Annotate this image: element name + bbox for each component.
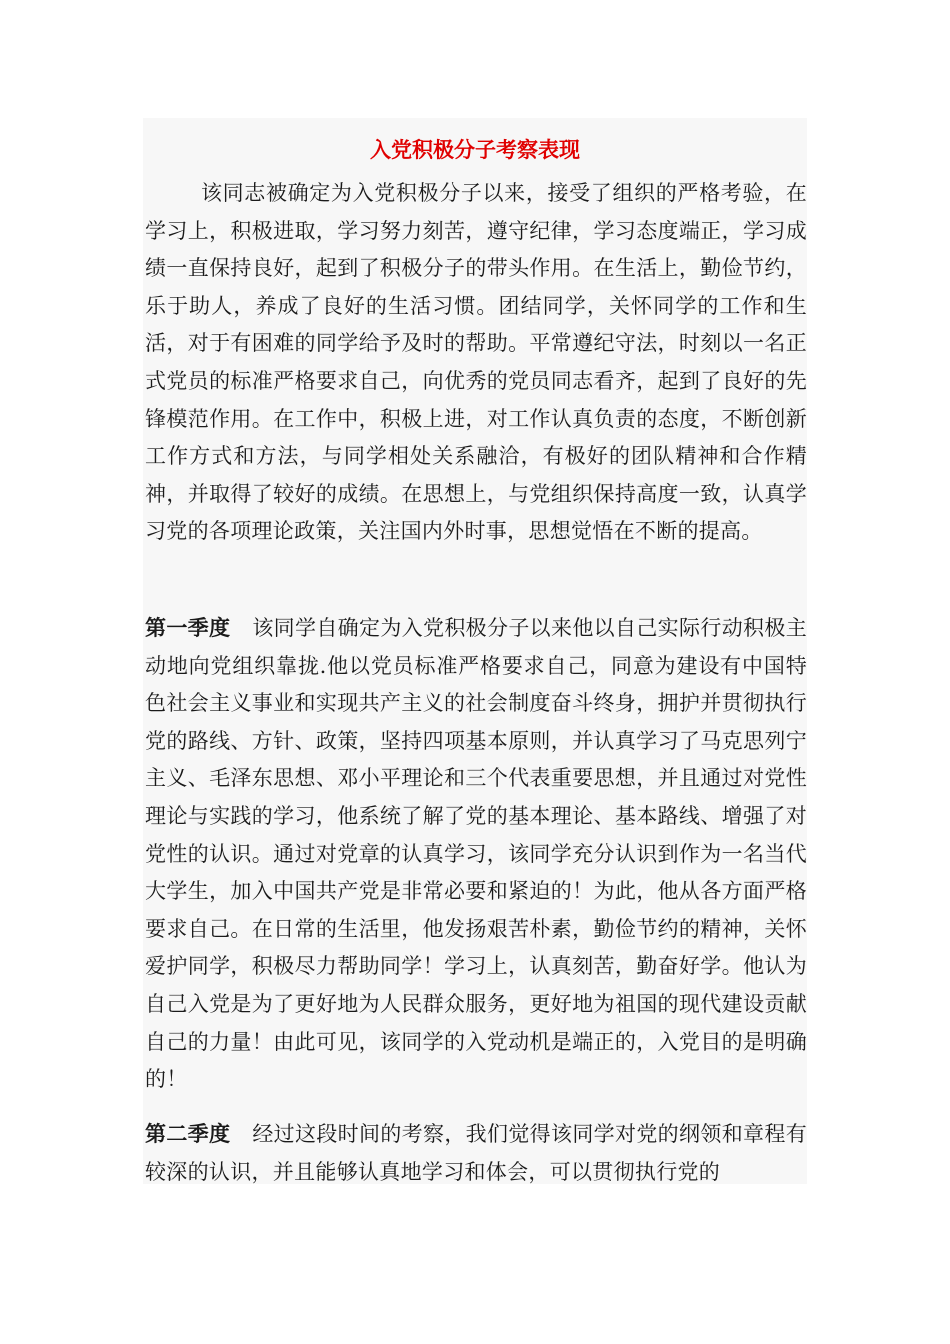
section-q2-label: 第二季度 bbox=[145, 1121, 231, 1146]
section-q2-text: 经过这段时间的考察，我们觉得该同学对党的纲领和章程有较深的认识，并且能够认真地学习和体会，可以贯彻执行党的 bbox=[145, 1122, 807, 1184]
intro-paragraph: 该同志被确定为入党积极分子以来，接受了组织的严格考验，在学习上，积极进取，学习努力刻苦，遵守纪律，学习态度端正，学习成绩一直保持良好，起到了积极分子的带头作用。在生活上，勤俭节约，乐于助人，养成了良好的生活习惯。团结同学，关怀同学的工作和生活，对于有困难的同学给予及时的帮助。平常遵纪守法，时刻以一名正式党员的标准严格要求自己，向优秀的党员同志看齐，起到了良好的先锋模范作用。在工作中，积极上进，对工作认真负责的态度，不断创新工作方式和方法，与同学相处关系融洽，有极好的团队精神和合作精神，并取得了较好的成绩。在思想上，与党组织保持高度一致，认真学习党的各项理论政策，关注国内外时事，思想觉悟在不断的提高。 bbox=[145, 181, 807, 544]
section-q1-paragraph bbox=[145, 609, 807, 1099]
document-title: 入党积极分子考察表现 bbox=[370, 137, 580, 163]
section-q1-label: 第一季度 bbox=[145, 615, 231, 640]
section-q1-text: 该同学自确定为入党积极分子以来他以自己实际行动积极主动地向党组织靠拢.他以党员标准严格要求自己，同意为建设有中国特色社会主义事业和实现共产主义的社会制度奋斗终身，拥护并贯彻执行党的路线、方针、政策，坚持四项基本原则，并认真学习了马克思列宁主义、毛泽东思想、邓小平理论和三个代表重要思想，并且通过对党性理论与实践的学习，他系统了解了党的基本理论、基本路线、增强了对党性的认识。通过对党章的认真学习，该同学充分认识到作为一名当代大学生，加入中国共产党是非常必要和紧迫的！为此，他从各方面严格要求自己。在日常的生活里，他发扬艰苦朴素，勤俭节约的精神，关怀爱护同学，积极尽力帮助同学！学习上，认真刻苦，勤奋好学。他认为自己入党是为了更好地为人民群众服务，更好地为祖国的现代建设贡献自己的力量！由此可见，该同学的入党动机是端正的，入党目的是明确的！ bbox=[145, 616, 807, 1092]
section-q2-paragraph bbox=[145, 1115, 807, 1191]
